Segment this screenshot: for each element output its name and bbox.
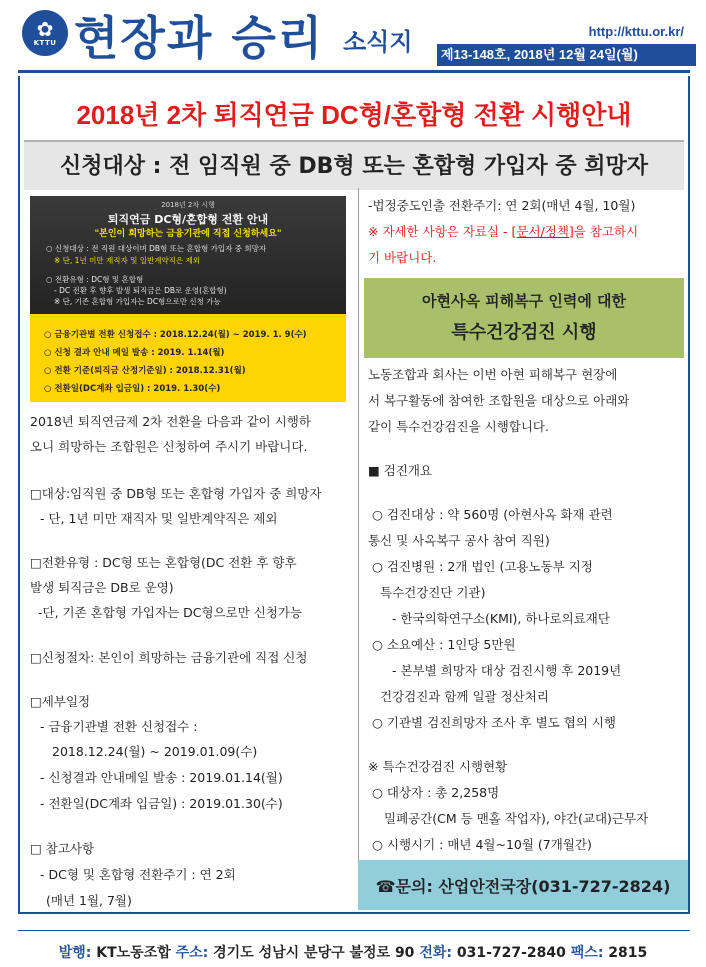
footer-publisher: KT노동조합: [96, 945, 171, 961]
notice-schedule-item: ○ 신청 결과 안내 메일 발송 : 2019. 1.14(월): [44, 348, 225, 358]
overview-item: ○ 검진병원 : 2개 법인 (고용노동부 지정: [372, 559, 593, 574]
footer-fax-label: 팩스:: [570, 945, 604, 961]
newsletter-brand: 현장과 승리: [74, 11, 325, 65]
notice-head: 2018년 2차 시행: [161, 201, 215, 209]
documents-policy-link[interactable]: [문서/정책]: [511, 224, 574, 239]
overview-heading: ■ 검진개요: [368, 463, 433, 478]
schedule-item: - 신청결과 안내메일 발송 : 2019.01.14(월): [40, 770, 283, 785]
page-title: 2018년 2차 퇴직연금 DC형/혼합형 전환 시행안내: [76, 100, 632, 130]
health-paragraph: 서 복구활동에 참여한 조합원을 대상으로 아래와: [368, 393, 630, 408]
health-paragraph: 같이 특수건강검진을 시행합니다.: [368, 419, 549, 434]
health-check-banner-line2: 특수건강검진 시행: [451, 322, 597, 343]
footer-rule: [18, 930, 690, 931]
reference-item: - DC형 및 혼합형 전환주기 : 연 2회: [40, 867, 236, 882]
health-paragraph: 노동조합과 회사는 이번 아현 피해복구 현장에: [368, 367, 618, 382]
footer-fax: 2815: [608, 945, 648, 961]
status-heading: ※ 특수건강검진 시행현황: [368, 759, 508, 774]
footer-address-label: 주소:: [175, 945, 209, 961]
kttu-logo: [22, 10, 68, 56]
overview-item: ○ 소요예산 : 1인당 5만원: [372, 637, 516, 652]
schedule-heading: □세부일정: [30, 694, 91, 709]
site-url-link[interactable]: http://kttu.or.kr/: [588, 24, 684, 39]
footer-address: 경기도 성남시 분당구 불정로 90: [213, 945, 415, 961]
overview-item-cont: - 한국의학연구소(KMI), 하나로의료재단: [392, 611, 610, 626]
intro-line: 오니 희망하는 조합원은 신청하여 주시기 바랍니다.: [30, 439, 308, 454]
notice-title: 퇴직연금 DC형/혼합형 전환 안내: [107, 213, 269, 226]
notice-line: ※ 단, 기존 혼합형 가입자는 DC형으로만 신청 가능: [54, 297, 221, 306]
footer-publisher-label: 발행:: [58, 945, 92, 961]
notice-line: ※ 단, 1년 미만 재직자 및 일반계약직은 제외: [54, 256, 201, 265]
masthead-rule: [18, 70, 690, 73]
reference-heading: □ 참고사항: [30, 841, 95, 856]
overview-item-cont: - 본부별 희망자 대상 검진시행 후 2019년: [392, 663, 622, 678]
intro-line: 2018년 퇴직연금제 2차 전환을 다음과 같이 시행하: [30, 414, 311, 429]
status-item-cont: 밀폐공간(CM 등 맨홀 작업자), 야간(교대)근무자: [384, 811, 649, 826]
health-check-banner-line1: 아현사옥 피해복구 인력에 대한: [421, 292, 627, 310]
overview-item-cont: 건강검진과 함께 일괄 정산처리: [380, 689, 549, 704]
issue-info: 제13-148호, 2018년 12월 24일(월): [437, 44, 696, 66]
inquiry-contact: ☎문의: 산업안전국장(031-727-2824): [375, 877, 671, 896]
detail-note: [368, 222, 638, 240]
footer: [0, 942, 706, 962]
type-line: 발생 퇴직금은 DB로 운영): [30, 580, 174, 595]
overview-item-cont: 특수건강진단 기관): [380, 585, 486, 600]
notice-schedule-item: ○ 전환일(DC계좌 입금일) : 2019. 1.30(수): [44, 384, 221, 394]
overview-item: ○ 기관별 검진희망자 조사 후 별도 협의 시행: [372, 715, 616, 730]
notice-line: ○ 신청대상 : 전 직원 대상이며 DB형 또는 혼합형 가입자 중 희망자: [46, 244, 267, 253]
detail-note-text: 을 참고하시: [573, 224, 639, 239]
notice-line: - DC 전환 후 향후 발생 퇴직금은 DB로 운영(혼합형): [54, 286, 227, 295]
newsletter-brand-sub: 소식지: [343, 28, 413, 56]
type-line: □전환유형 : DC형 또는 혼합형(DC 전환 후 향후: [30, 555, 297, 570]
notice-quote: "본인이 희망하는 금융기관에 직접 신청하세요": [94, 229, 282, 239]
overview-item: ○ 검진대상 : 약 560명 (아현사옥 화재 관련: [372, 507, 613, 522]
procedure-line: □신청절차: 본인이 희망하는 금융기관에 직접 신청: [30, 650, 308, 665]
notice-line: ○ 전환유형 : DC형 및 혼합형: [46, 275, 144, 284]
type-note: -단, 기존 혼합형 가입자는 DC형으로만 신청가능: [38, 605, 303, 620]
notice-schedule-item: ○ 전환 기준(퇴직금 산정기준일) : 2018.12.31(월): [44, 366, 246, 376]
footer-phone-label: 전화:: [419, 945, 452, 961]
target-line: □대상:임직원 중 DB형 또는 혼합형 가입자 중 희망자: [30, 486, 322, 501]
legal-withdrawal-line: -법정중도인출 전환주기: 연 2회(매년 4월, 10월): [368, 198, 636, 213]
status-item: ○ 대상자 : 총 2,258명: [372, 785, 500, 800]
reference-item: (매년 1월, 7월): [46, 893, 132, 908]
detail-note-text: ※ 자세한 사항은 자료실 -: [368, 224, 512, 239]
status-item: ○ 시행시기 : 매년 4월~10월 (7개월간): [372, 837, 592, 852]
logo-text: KTTU: [33, 39, 57, 47]
schedule-item-dates: 2018.12.24(월) ~ 2019.01.09(수): [52, 744, 258, 759]
overview-item-cont: 통신 및 사옥복구 공사 참여 직원): [368, 533, 550, 548]
schedule-item: - 전환일(DC계좌 입금일) : 2019.01.30(수): [40, 796, 283, 811]
notice-schedule-box: [30, 314, 346, 402]
footer-phone: 031-727-2840: [456, 945, 566, 961]
detail-note-cont: 기 바랍니다.: [368, 250, 437, 265]
notice-schedule-item: ○ 금융기관별 전환 신청접수 : 2018.12.24(월) ~ 2019. 1. 9(수): [44, 330, 307, 340]
schedule-item: - 금융기관별 전환 신청접수 :: [40, 719, 198, 734]
target-note: - 단, 1년 미만 재직자 및 일반계약직은 제외: [40, 511, 278, 526]
page-subtitle: 신청대상 : 전 임직원 중 DB형 또는 혼합형 가입자 중 희망자: [60, 154, 648, 179]
flower-icon: ✿: [36, 17, 54, 41]
column-divider: [358, 188, 359, 910]
notice-image: [30, 196, 346, 402]
